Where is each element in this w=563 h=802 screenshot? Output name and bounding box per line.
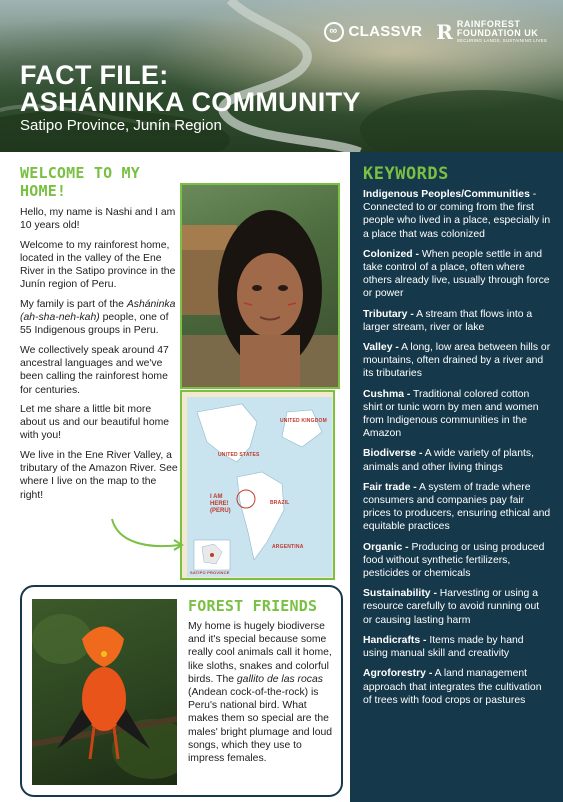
header-banner <box>0 0 563 152</box>
classvr-label: CLASSVR <box>348 23 423 41</box>
world-map-image <box>180 390 335 580</box>
map-label-here: I AM HERE! (PERU) <box>210 494 231 514</box>
keyword-item: Sustainability - Harvesting or using a resource carefully to avoid running out or causing lasting harm <box>363 588 540 626</box>
welcome-paragraph: Let me share a little bit more about us and our beautiful home with you! <box>20 403 170 442</box>
keyword-item: Tributary - A stream that flows into a larger stream, river or lake <box>363 308 533 333</box>
infinity-icon: ∞ <box>324 22 344 42</box>
classvr-logo <box>324 22 423 42</box>
title-line2: ASHÁNINKA COMMUNITY <box>20 87 361 117</box>
keyword-item: Fair trade - A system of trade where consumers and companies pay fair prices to producers, ensuring ethical and equitable practices <box>363 481 551 533</box>
keyword-item: Organic - Producing or using produced food without synthetic fertilizers, pesticides or chemicals <box>363 541 545 580</box>
pointer-arrow-icon <box>108 515 188 555</box>
keyword-item: Valley - A long, low area between hills or mountains, often drained by a river and its tributaries <box>363 342 551 380</box>
forest-friends-paragraph: My home is hugely biodiverse and it's special because some really cool animals call it home, like sloths, snakes and colorful birds. The gallito de las rocas (Andean cock-of-the-rock) is Peru's national bird. What makes them so special are the males' bright plumage and loud songs, which they use to impress females. <box>188 621 333 765</box>
keywords-heading: KEYWORDS <box>363 164 449 184</box>
brand-logos <box>324 20 548 44</box>
rf-line1: RAINFOREST <box>456 19 521 29</box>
forest-friends-heading: FOREST FRIENDS <box>188 597 318 615</box>
map-label-inset: SATIPO PROVINCE <box>190 570 230 575</box>
rf-tagline: SECURING LANDS, SUSTAINING LIVES <box>456 37 547 43</box>
forest-friends-box <box>20 585 343 797</box>
welcome-paragraph: We collectively speak around 47 ancestral languages and we've been calling the rainforest home for centuries. <box>20 344 169 396</box>
map-label-us: UNITED STATES <box>218 452 260 458</box>
page-subtitle: Satipo Province, Junín Region <box>20 117 222 134</box>
map-label-brazil: BRAZIL <box>270 500 290 506</box>
welcome-paragraph: My family is part of the Asháninka (ah-sha-neh-kah) people, one of 55 Indigenous groups in Peru. <box>20 298 176 337</box>
welcome-heading: WELCOME TO MY HOME! <box>20 164 140 200</box>
rf-monogram-icon: R <box>436 19 453 44</box>
welcome-paragraph: Hello, my name is Nashi and I am 10 years old! <box>20 207 176 232</box>
rf-line2: FOUNDATION UK <box>456 28 539 39</box>
map-label-argentina: ARGENTINA <box>272 544 304 550</box>
keyword-item: Indigenous Peoples/Communities - Connected to or coming from the first people who lived in a place, especially in a place that was colonized <box>363 189 551 240</box>
keyword-item: Cushma - Traditional colored cotton shirt or tunic worn by men and women from Indigenous communities in the Amazon <box>363 388 539 440</box>
welcome-paragraph: Welcome to my rainforest home, located in the valley of the Ene River in the Satipo province in the Junín region of Peru. <box>20 239 176 291</box>
map-label-uk: UNITED KINGDOM <box>280 418 327 424</box>
welcome-paragraph: We live in the Ene River Valley, a tributary of the Amazon River. See where I live on the map to the right! <box>20 449 178 501</box>
page-title <box>20 62 361 116</box>
keyword-item: Biodiverse - A wide variety of plants, animals and other living things <box>363 448 534 473</box>
keyword-item: Agroforestry - A land management approach that integrates the cultivation of trees with food crops or pastures <box>363 668 542 706</box>
cock-of-the-rock-image <box>32 599 177 785</box>
title-line1: FACT FILE: <box>20 60 169 90</box>
forest-friends-text <box>188 597 338 765</box>
welcome-section <box>20 164 178 502</box>
nashi-portrait-image <box>180 183 340 389</box>
keyword-item: Handicrafts - Items made by hand using manual skill and creativity <box>363 634 524 660</box>
keywords-panel <box>350 152 563 802</box>
rainforest-foundation-logo <box>436 20 547 44</box>
keyword-item: Colonized - When people settle in and take control of a place, often where others already live, usually through force or power <box>363 248 550 300</box>
